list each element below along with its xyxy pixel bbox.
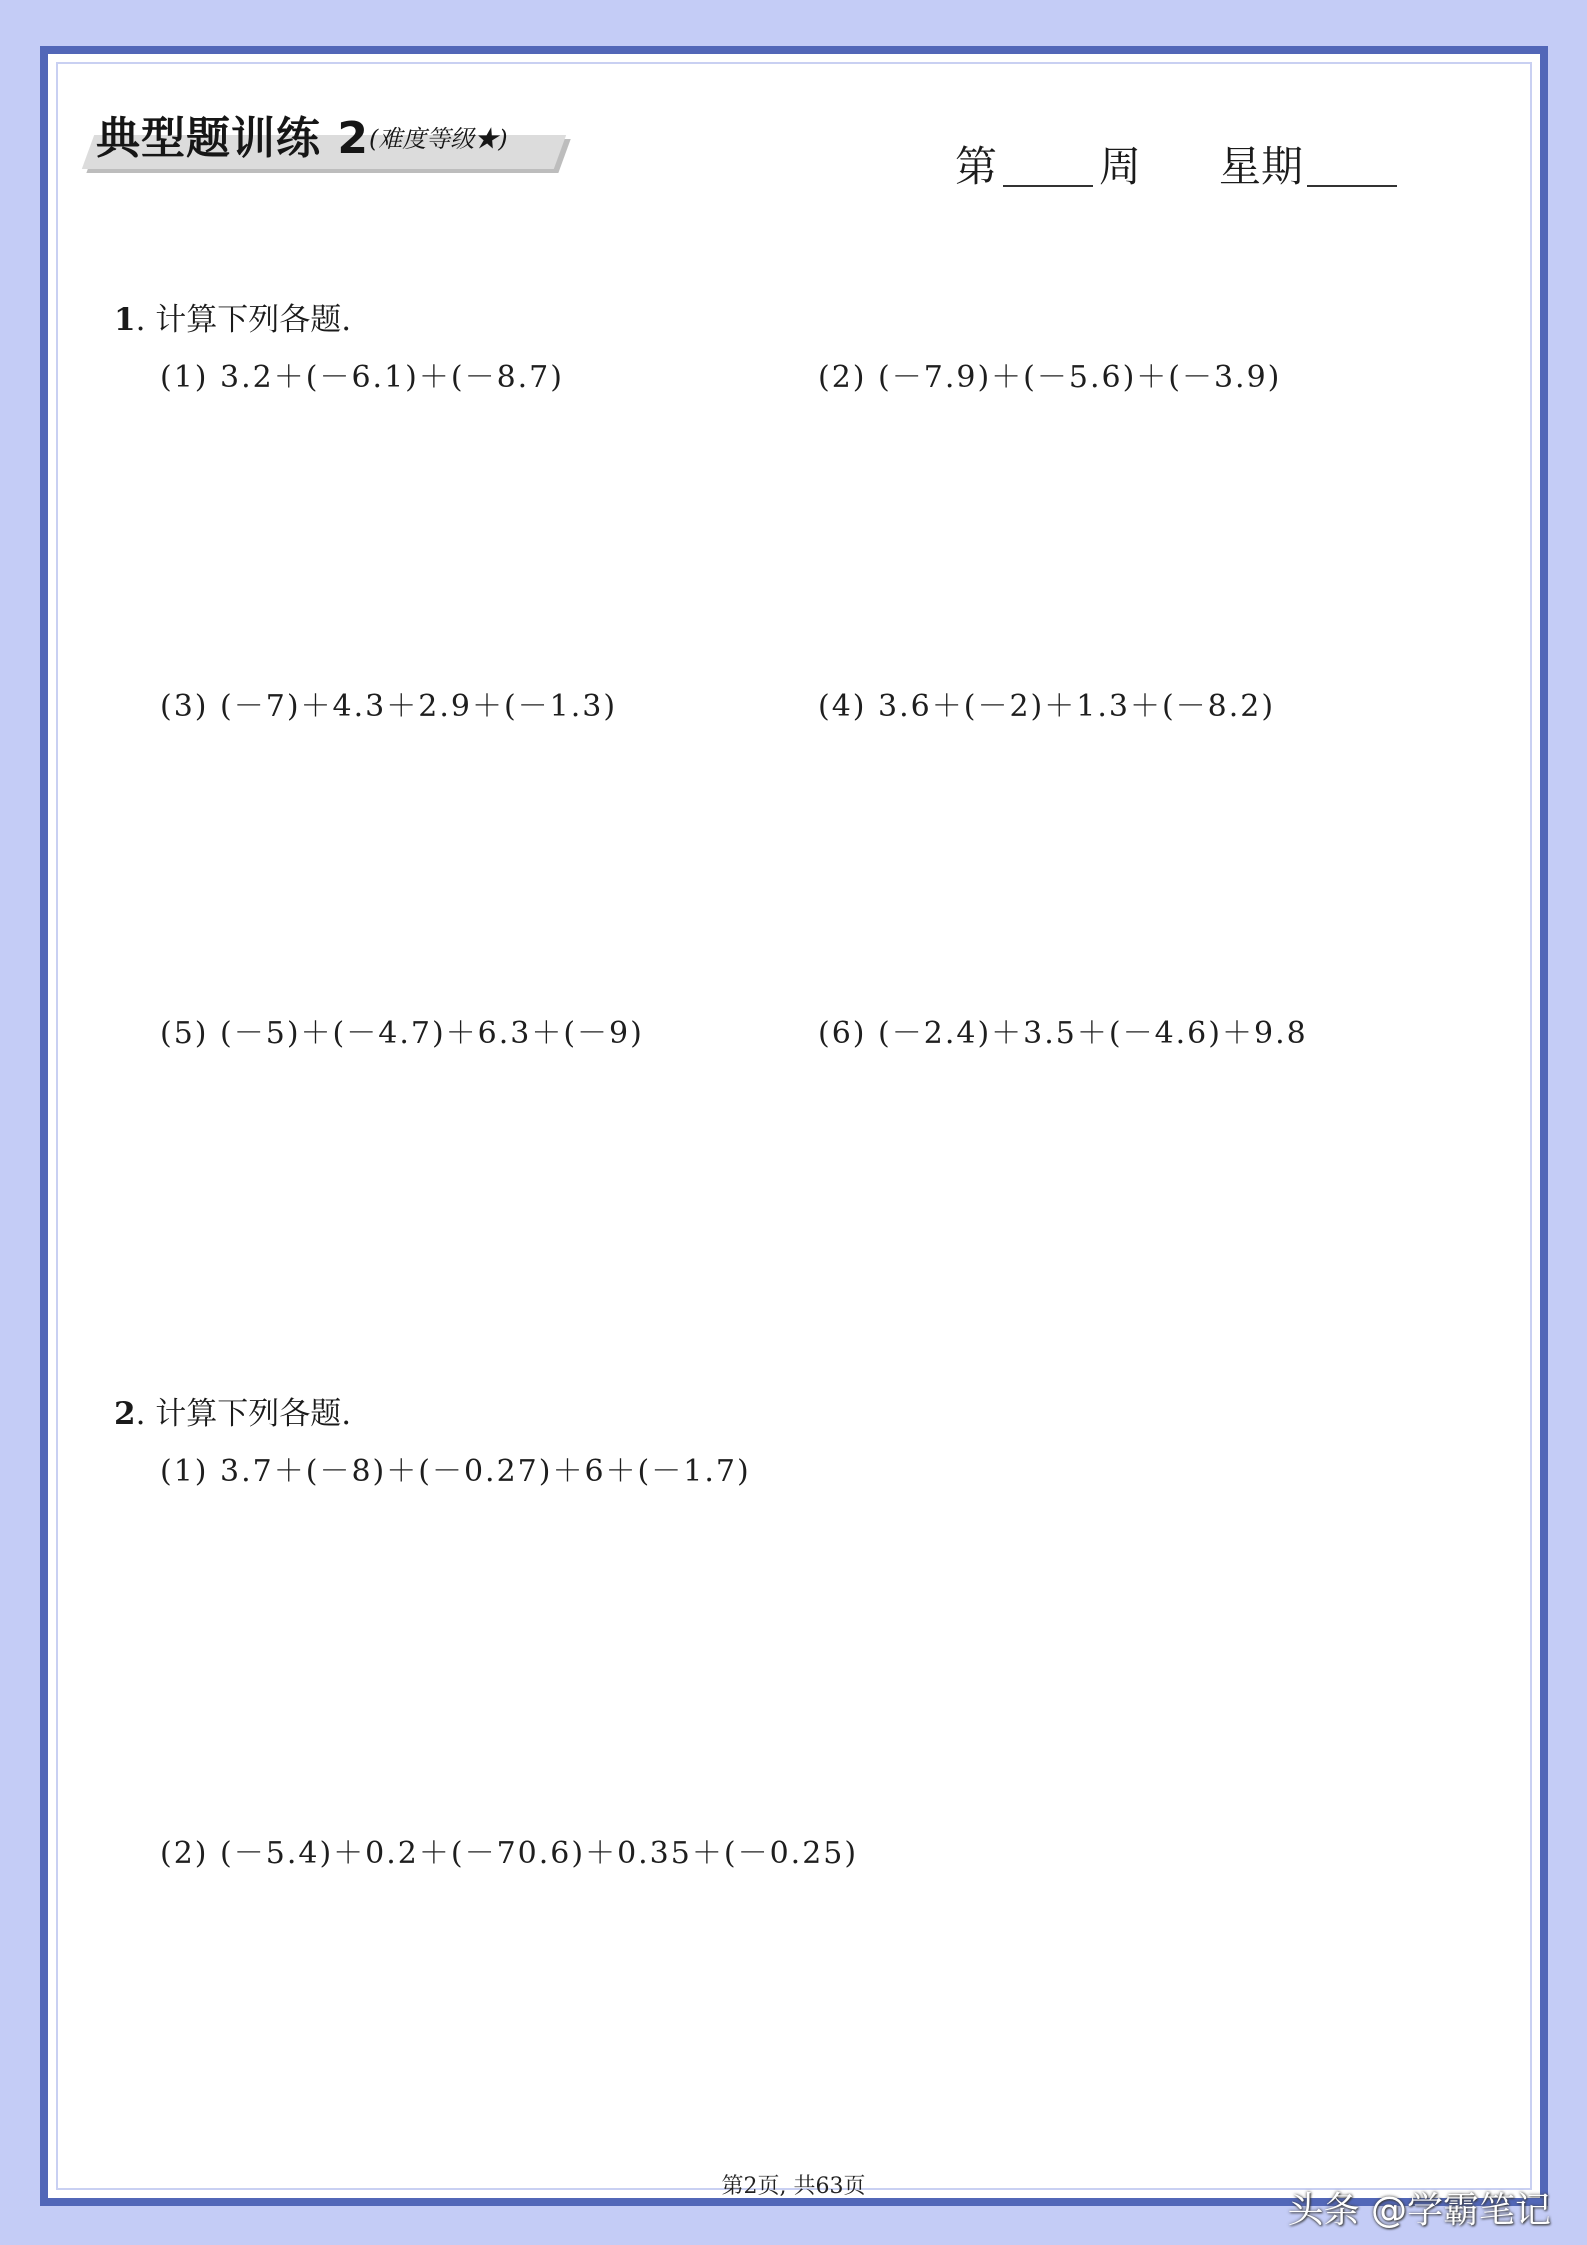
section-2-heading <box>114 1388 351 1433</box>
problem-1-2: (2) (－7.9)＋(－5.6)＋(－3.9) <box>818 360 1282 395</box>
section-1-heading <box>114 294 351 339</box>
weekday-blank[interactable] <box>1307 143 1397 187</box>
source-watermark: 头条 @学霸笔记 <box>1287 2190 1551 2231</box>
problem-1-6: (6) (－2.4)＋3.5＋(－4.6)＋9.8 <box>818 1016 1308 1051</box>
problem-1-1: (1) 3.2＋(－6.1)＋(－8.7) <box>160 360 564 395</box>
problem-2-1: (1) 3.7＋(－8)＋(－0.27)＋6＋(－1.7) <box>160 1454 751 1489</box>
problem-1-5: (5) (－5)＋(－4.7)＋6.3＋(－9) <box>160 1016 644 1051</box>
section-number: 2 <box>114 1396 136 1432</box>
title-text: 典型题训练 2 <box>96 113 369 164</box>
week-prefix: 第 <box>955 142 998 191</box>
worksheet-title <box>96 102 508 166</box>
problem-2-2: (2) (－5.4)＋0.2＋(－70.6)＋0.35＋(－0.25) <box>160 1836 859 1871</box>
problem-1-4: (4) 3.6＋(－2)＋1.3＋(－8.2) <box>818 689 1276 724</box>
week-suffix: 周 <box>1099 142 1142 191</box>
page-number-footer: 第2页, 共63页 <box>721 2174 866 2199</box>
difficulty-label: (难度等级★) <box>368 125 508 153</box>
weekday-label: 星期 <box>1219 142 1304 191</box>
date-fields <box>955 134 1397 194</box>
section-instruction: . 计算下列各题. <box>135 1396 352 1432</box>
week-blank[interactable] <box>1003 143 1093 187</box>
section-number: 1 <box>114 302 136 338</box>
section-instruction: . 计算下列各题. <box>135 302 352 338</box>
problem-1-3: (3) (－7)＋4.3＋2.9＋(－1.3) <box>160 689 618 724</box>
